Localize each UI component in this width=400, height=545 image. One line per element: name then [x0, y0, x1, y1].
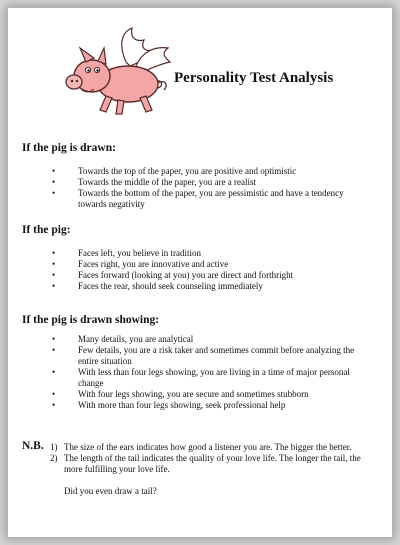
- closing-question: Did you even draw a tail?: [64, 486, 157, 496]
- list-item: • Faces right, you are innovative and active: [8, 259, 392, 270]
- list-item: • Towards the top of the paper, you are positive and optimistic: [8, 166, 392, 177]
- section-heading-drawn: If the pig is drawn:: [22, 142, 116, 154]
- list-item: • Few details, you are a risk taker and sometimes commit before analyzing the entire situation: [8, 345, 392, 367]
- list-item: • With four legs showing, you are secure and sometimes stubborn: [8, 389, 392, 400]
- section-list-facing: [8, 248, 392, 292]
- nb-item-text: The size of the ears indicates how good a listener you are. The bigger the better.: [64, 442, 352, 452]
- nb-item: [8, 442, 392, 453]
- list-item: • Towards the bottom of the paper, you are pessimistic and have a tendency towards negativity: [8, 188, 392, 210]
- list-item: • With less than four legs showing, you are living in a time of major personal change: [8, 367, 392, 389]
- section-heading-showing: If the pig is drawn showing:: [22, 314, 160, 326]
- flying-pig-icon: [56, 26, 174, 118]
- list-item: • Faces forward (looking at you) you are direct and forthright: [8, 270, 392, 281]
- nb-item: [8, 453, 392, 475]
- nb-item-number: 2): [50, 453, 58, 463]
- nb-list: [8, 442, 392, 475]
- nb-item-text: The length of the tail indicates the quality of your love life. The longer the tail, the more fulfilling your love life.: [64, 453, 361, 474]
- section-heading-facing: If the pig:: [22, 224, 71, 236]
- nb-label: N.B.: [22, 440, 44, 452]
- page-title: Personality Test Analysis: [174, 70, 334, 86]
- list-item: • Faces the rear, should seek counseling immediately: [8, 281, 392, 292]
- list-item: • Many details, you are analytical: [8, 334, 392, 345]
- document-page: [8, 8, 392, 537]
- section-list-showing: [8, 334, 392, 411]
- nb-item-number: 1): [50, 442, 58, 452]
- list-item: • With more than four legs showing, seek professional help: [8, 400, 392, 411]
- list-item: • Towards the middle of the paper, you are a realist: [8, 177, 392, 188]
- list-item: • Faces left, you believe in tradition: [8, 248, 392, 259]
- section-list-drawn: [8, 166, 392, 210]
